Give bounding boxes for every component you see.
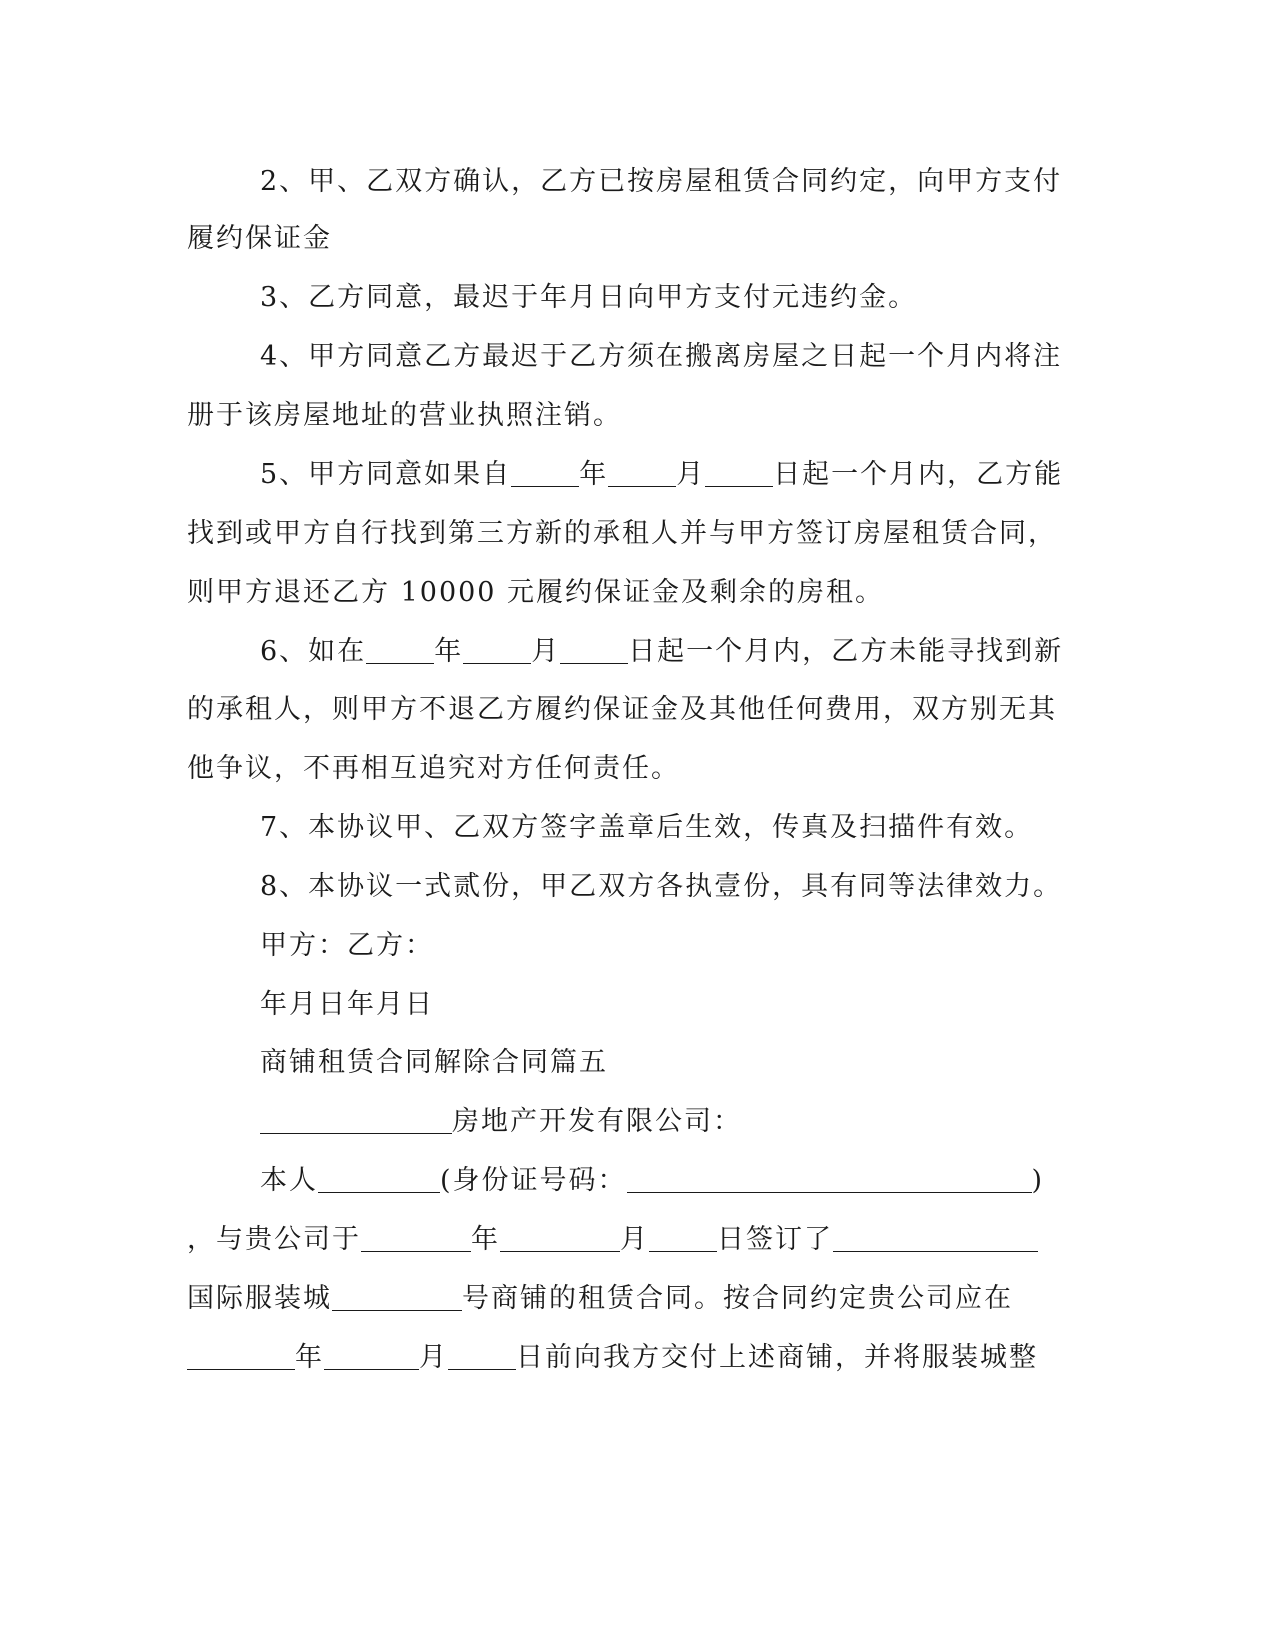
text-segment: 5、甲方同意如果自: [260, 459, 512, 490]
letter-line-2: [187, 1220, 1038, 1260]
text-segment: 年: [579, 459, 609, 490]
fill-blank: [627, 1166, 1032, 1193]
clause-5-line-1: [260, 455, 1063, 495]
fill-blank: [366, 637, 434, 664]
text-segment: (身份证号码：: [440, 1165, 627, 1196]
text-segment: 房地产开发有限公司：: [452, 1106, 742, 1137]
text-segment: 本人: [260, 1165, 318, 1196]
text-segment: 月: [531, 636, 561, 667]
fill-blank: [560, 637, 628, 664]
letter-line-3: [187, 1279, 1013, 1319]
text-segment: 6、如在: [260, 636, 367, 667]
letter-line-1: [260, 1161, 1044, 1201]
clause-8: 8、本协议一式贰份，甲乙双方各执壹份，具有同等法律效力。: [260, 871, 1063, 902]
fill-blank: [608, 460, 676, 487]
fill-blank: [187, 1343, 295, 1370]
letter-addressee: [260, 1102, 742, 1142]
clause-3: 3、乙方同意，最迟于年月日向甲方支付元违约金。: [260, 282, 918, 313]
fill-blank: [833, 1225, 1038, 1252]
clause-6-line-1: [260, 632, 1063, 672]
clause-2-line-2: 履约保证金: [187, 223, 332, 254]
fill-blank: [318, 1166, 440, 1193]
fill-blank: [324, 1343, 419, 1370]
clause-6-line-3: 他争议，不再相互追究对方任何责任。: [187, 753, 680, 784]
text-segment: 日签订了: [717, 1224, 833, 1255]
party-signature-line: 甲方：乙方：: [260, 930, 434, 961]
text-segment: 日起一个月内，乙方未能寻找到新: [628, 636, 1064, 667]
text-segment: ，与贵公司于: [187, 1224, 361, 1255]
clause-5-line-2: 找到或甲方自行找到第三方新的承租人并与甲方签订房屋租赁合同，: [187, 518, 1057, 549]
fill-blank: [649, 1225, 717, 1252]
text-segment: 国际服装城: [187, 1283, 332, 1314]
fill-blank: [260, 1107, 452, 1134]
fill-blank: [500, 1225, 620, 1252]
section-heading: 商铺租赁合同解除合同篇五: [260, 1047, 608, 1078]
fill-blank: [332, 1284, 462, 1311]
letter-line-4: [187, 1338, 1038, 1378]
text-segment: 日前向我方交付上述商铺，并将服装城整: [516, 1342, 1038, 1373]
fill-blank: [511, 460, 579, 487]
fill-blank: [705, 460, 773, 487]
clause-5-line-3: 则甲方退还乙方 10000 元履约保证金及剩余的房租。: [187, 577, 885, 608]
clause-4-line-1: 4、甲方同意乙方最迟于乙方须在搬离房屋之日起一个月内将注: [260, 341, 1063, 372]
text-segment: 年: [434, 636, 464, 667]
text-segment: 年: [295, 1342, 324, 1373]
text-segment: 年: [471, 1224, 500, 1255]
text-segment: 月: [676, 459, 706, 490]
clause-6-line-2: 的承租人，则甲方不退乙方履约保证金及其他任何费用，双方别无其: [187, 694, 1057, 725]
fill-blank: [448, 1343, 516, 1370]
clause-2-line-1: 2、甲、乙双方确认，乙方已按房屋租赁合同约定，向甲方支付: [260, 166, 1063, 197]
text-segment: 月: [419, 1342, 448, 1373]
text-segment: 月: [620, 1224, 649, 1255]
text-segment: 日起一个月内，乙方能: [773, 459, 1064, 490]
clause-7: 7、本协议甲、乙双方签字盖章后生效，传真及扫描件有效。: [260, 812, 1034, 843]
clause-4-line-2: 册于该房屋地址的营业执照注销。: [187, 400, 622, 431]
fill-blank: [361, 1225, 471, 1252]
text-segment: 号商铺的租赁合同。按合同约定贵公司应在: [462, 1283, 1013, 1314]
fill-blank: [463, 637, 531, 664]
text-segment: ): [1031, 1165, 1045, 1196]
date-signature-line: 年月日年月日: [260, 989, 434, 1020]
